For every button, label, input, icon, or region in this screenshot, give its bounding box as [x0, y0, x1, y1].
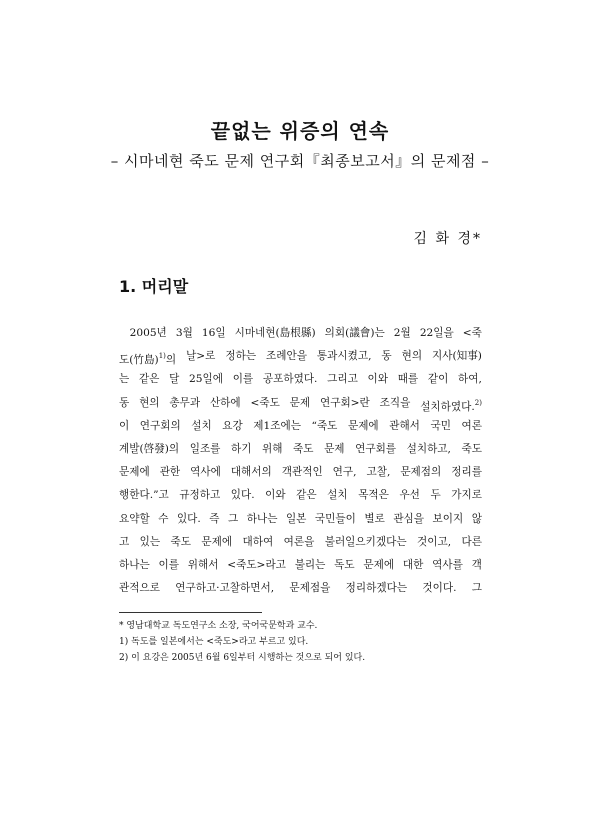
- body-word: 불리는: [294, 558, 326, 571]
- body-word: 제1조에는: [253, 419, 301, 432]
- body-word: 보이지: [432, 512, 464, 525]
- body-line: [119, 461, 482, 484]
- body-line: [119, 484, 482, 507]
- body-word: 25일에: [189, 373, 223, 386]
- body-word: 2005년: [119, 327, 167, 339]
- body-word: 별로: [364, 512, 385, 525]
- body-word: 정리를: [451, 466, 482, 479]
- body-word: 22일을: [419, 327, 454, 339]
- body-line: [119, 345, 482, 368]
- body-word: 계발(啓發)의: [119, 442, 180, 455]
- body-word: 하여,: [458, 373, 482, 386]
- body-word: 역사를: [432, 558, 463, 571]
- body-text: [119, 322, 482, 600]
- body-word: 고찰,: [366, 466, 391, 479]
- body-word: 연구회>란: [319, 396, 370, 409]
- body-word: 설치하였다.$^{2)}$: [420, 398, 482, 413]
- body-word: 관심을: [393, 512, 425, 525]
- footnote-item: * 영남대학교 독도연구소 소장, 국어국문학과 교수.: [119, 621, 318, 631]
- body-word: 관한: [159, 466, 181, 479]
- body-word: 있는: [139, 535, 161, 548]
- body-line: [119, 577, 482, 600]
- body-word: 즉: [209, 512, 220, 525]
- body-word: 연구하고·고찰하면서,: [175, 582, 275, 595]
- body-word: 연구회의: [139, 419, 181, 432]
- body-word: 이를: [232, 373, 254, 386]
- body-word: 수: [158, 512, 169, 525]
- body-word: 16일: [201, 327, 226, 339]
- body-word: 문제: [324, 442, 345, 455]
- body-word: 하기: [230, 442, 252, 455]
- footnote-ref: 2): [474, 398, 482, 407]
- body-line: [119, 508, 482, 531]
- footnote-item: 1) 독도를 일본에서는 <죽도>라고 부르고 있다.: [119, 637, 309, 647]
- body-word: 국민: [430, 419, 451, 432]
- section-heading: 1. 머리말: [119, 277, 189, 296]
- body-word: 3월: [175, 327, 193, 339]
- body-word: 객: [471, 558, 482, 571]
- body-word: 그: [228, 512, 239, 525]
- body-word: 문제에: [347, 419, 379, 432]
- body-word: 정하는: [225, 350, 257, 363]
- body-line: [119, 415, 482, 438]
- body-word: 것이다.: [422, 582, 457, 595]
- body-word: 설치하고,: [406, 442, 451, 455]
- body-word: 연구회를: [355, 442, 397, 455]
- body-word: 문제점의: [400, 466, 442, 479]
- body-word: 같이: [427, 373, 449, 386]
- body-word: 는: [119, 373, 130, 386]
- body-word: 것이고,: [417, 535, 452, 548]
- body-word: 도(竹島)$^{1)}$의: [119, 352, 177, 367]
- body-word: <죽: [462, 327, 482, 339]
- body-word: 지사(知事): [432, 350, 482, 363]
- body-word: 문제에: [363, 558, 395, 571]
- body-word: 않: [471, 512, 482, 525]
- body-word: 문제점을: [289, 582, 331, 595]
- body-word: 설치: [327, 489, 348, 502]
- body-line: [119, 554, 482, 577]
- footnote-divider: [119, 612, 262, 613]
- body-word: 총무과: [169, 396, 201, 409]
- body-word: 현의: [401, 350, 423, 363]
- author-name: [0, 228, 482, 248]
- body-word: 대하여: [242, 535, 274, 548]
- body-word: 2월: [393, 327, 411, 339]
- body-word: 설치: [191, 419, 212, 432]
- body-word: 하나는: [119, 558, 150, 571]
- body-word: 연구,: [332, 466, 357, 479]
- body-word: 규정하고: [179, 489, 221, 502]
- body-word: 이와: [265, 489, 286, 502]
- footnotes: [119, 618, 499, 666]
- body-word: “죽도: [311, 419, 338, 432]
- body-word: 죽도: [170, 535, 191, 548]
- body-word: 여론을: [283, 535, 315, 548]
- body-word: 산하에: [209, 396, 241, 409]
- body-word: 위해서: [187, 558, 219, 571]
- body-word: 통과시켰고,: [316, 350, 372, 363]
- body-word: 요강: [222, 419, 243, 432]
- body-word: 목적은: [358, 489, 389, 502]
- body-word: 의회(議會)는: [324, 327, 385, 339]
- body-word: 같은: [296, 489, 317, 502]
- body-word: 죽도: [461, 442, 482, 455]
- paper-title: 끝없는 위증의 연속: [210, 119, 390, 143]
- body-word: 이: [119, 419, 130, 432]
- body-word: 요약할: [119, 512, 150, 525]
- body-word: 공포하였다.: [262, 373, 318, 386]
- body-word: 시마네현(島根縣): [234, 327, 316, 339]
- body-word: 하나는: [246, 512, 278, 525]
- body-word: 때를: [397, 373, 419, 386]
- body-word: 역사에: [190, 466, 221, 479]
- body-word: 여론: [461, 419, 482, 432]
- body-word: <죽도: [250, 396, 280, 409]
- body-word: 다른: [461, 535, 482, 548]
- body-word: 조직을: [379, 396, 411, 409]
- body-word: 고: [119, 535, 130, 548]
- body-word: 같은: [138, 373, 160, 386]
- body-word: 정리하겠다는: [345, 582, 408, 595]
- body-word: 행한다.”고: [119, 489, 169, 502]
- body-word: 죽도: [293, 442, 314, 455]
- body-word: 문제에: [201, 535, 233, 548]
- body-word: 있다.: [230, 489, 255, 502]
- body-line: [119, 438, 482, 461]
- body-word: 동: [381, 350, 392, 363]
- body-word: 동: [119, 396, 130, 409]
- paper-subtitle: – 시마네현 죽도 문제 연구회『최종보고서』의 문제점 –: [110, 152, 490, 170]
- body-word: 일조를: [189, 442, 221, 455]
- body-word: 관해서: [389, 419, 420, 432]
- body-word: 가지로: [451, 489, 482, 502]
- body-word: 문제: [289, 396, 311, 409]
- author-name-text: 김 화 경: [413, 231, 473, 247]
- footnote-item: 2) 이 요강은 2005년 6월 6일부터 시행하는 것으로 되어 있다.: [119, 653, 366, 663]
- body-word: 객관적인: [281, 466, 323, 479]
- body-word: 이를: [158, 558, 179, 571]
- body-word: 대해서의: [230, 466, 272, 479]
- body-line: [119, 322, 482, 345]
- body-line: [119, 531, 482, 554]
- body-word: 위해: [262, 442, 283, 455]
- body-word: 두: [430, 489, 441, 502]
- body-word: 날>로: [186, 350, 216, 363]
- body-word: 불러일으키겠다는: [324, 535, 407, 548]
- body-word: 현의: [139, 396, 160, 409]
- body-word: 조례안을: [266, 350, 307, 363]
- body-word: <죽도>라고: [227, 558, 286, 571]
- body-word: 일본: [285, 512, 307, 525]
- body-word: 관적으로: [119, 582, 160, 595]
- body-word: 그: [471, 582, 482, 595]
- body-word: 달: [169, 373, 180, 386]
- body-word: 이와: [367, 373, 388, 386]
- author-footnote-mark: *: [473, 231, 482, 247]
- footnote-ref: 1): [158, 352, 166, 361]
- body-word: 우선: [399, 489, 420, 502]
- body-word: 있다.: [176, 512, 201, 525]
- body-word: 대한: [402, 558, 424, 571]
- body-word: 국민들이: [314, 512, 356, 525]
- body-line: [119, 368, 482, 391]
- body-word: 그리고: [327, 373, 358, 386]
- body-word: 독도: [334, 558, 355, 571]
- body-line: [119, 392, 482, 415]
- body-word: 문제에: [119, 466, 150, 479]
